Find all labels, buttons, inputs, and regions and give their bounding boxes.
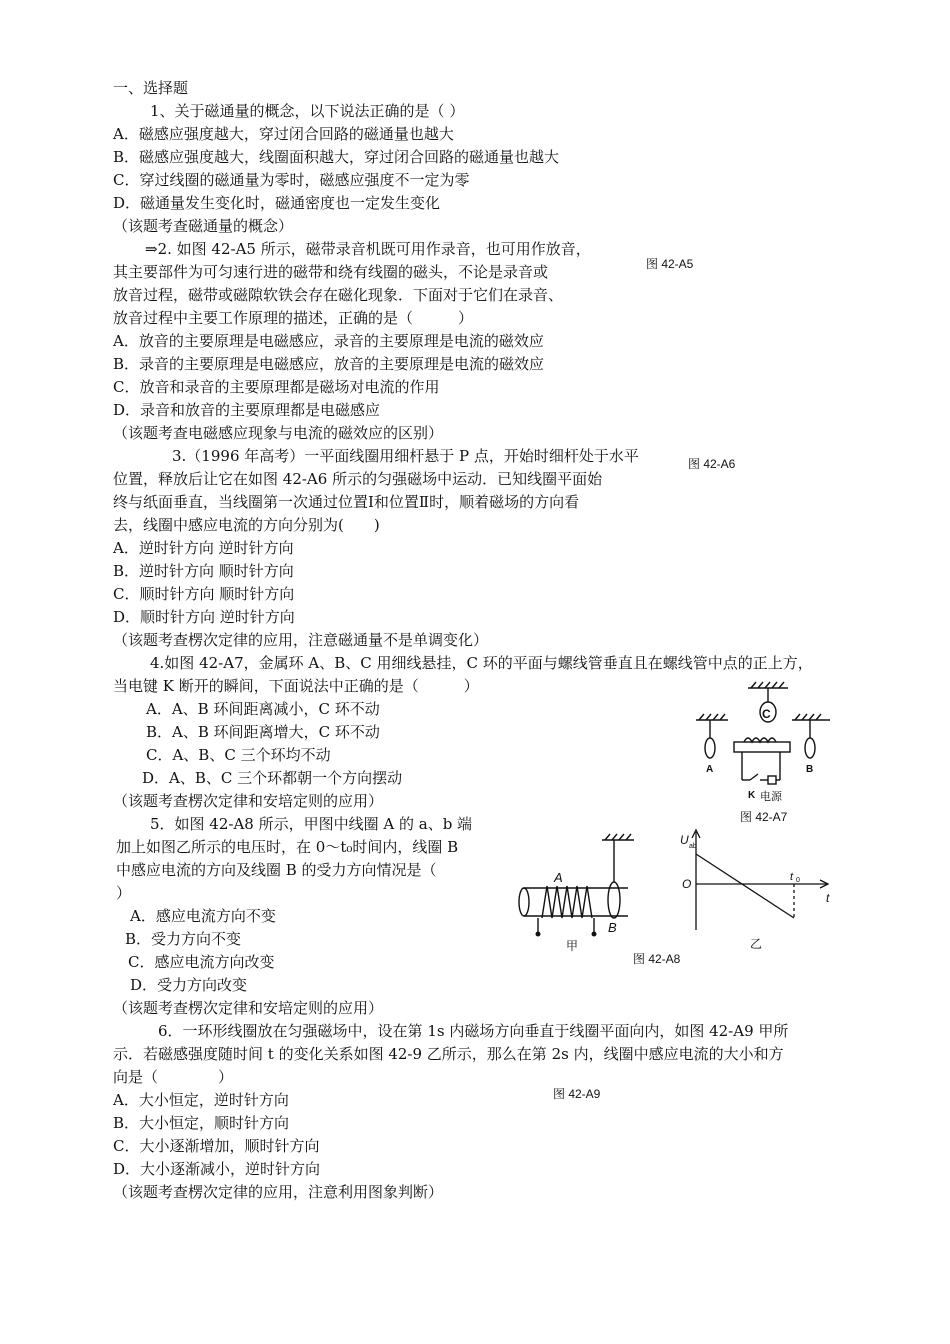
q4-stem-line-2: 当电键 K 断开的瞬间，下面说法中正确的是（ ）	[113, 677, 479, 695]
q5-figure-label-t0: t	[790, 871, 794, 883]
q3-option-d: D．顺时针方向 逆时针方向	[113, 608, 295, 626]
q6-option-d: D．大小逐渐减小，逆时针方向	[113, 1160, 321, 1178]
q6-note: （该题考查楞次定律的应用，注意利用图象判断）	[113, 1183, 444, 1201]
q4-figure-label-b: B	[806, 764, 814, 775]
q2-note: （该题考查电磁感应现象与电流的磁效应的区别）	[113, 424, 444, 442]
q5-stem-line-3: 中感应电流的方向及线圈 B 的受力方向情况是（	[116, 861, 437, 879]
q1-note: （该题考查磁通量的概念）	[113, 217, 294, 235]
q2-option-a: A．放音的主要原理是电磁感应，录音的主要原理是电流的磁效应	[113, 332, 544, 350]
figure-42-a8-yi	[676, 830, 836, 954]
q5-stem-line-4: ）	[116, 884, 132, 902]
q5-stem-line-2: 加上如图乙所示的电压时，在 0～t₀时间内，线圈 B	[116, 838, 459, 856]
q3-stem-line-3: 终与纸面垂直，当线圈第一次通过位置Ⅰ和位置Ⅱ时，顺着磁场的方向看	[113, 493, 580, 511]
q4-option-d: D．A、B、C 三个环都朝一个方向摆动	[142, 769, 403, 787]
q6-stem-line-1: 6．一环形线圈放在匀强磁场中，设在第 1s 内磁场方向垂直于线圈平面向内，如图 42-A9 甲所	[158, 1022, 789, 1040]
q5-stem-line-1: 5．如图 42-A8 所示，甲图中线圈 A 的 a、b 端	[150, 815, 473, 833]
q5-note: （该题考查楞次定律和安培定则的应用）	[113, 999, 384, 1017]
q5-option-c: C．感应电流方向改变	[128, 953, 275, 971]
q6-figure-caption: 图 42-A9	[553, 1087, 601, 1101]
figure-42-a7	[688, 680, 838, 810]
q2-stem-line-3: 放音过程，磁带或磁隙软铁会存在磁化现象．下面对于它们在录音、	[113, 286, 564, 304]
q3-stem-line-1: 3.（1996 年高考）一平面线圈用细杆悬于 P 点，开始时细杆处于水平	[172, 447, 639, 465]
q3-stem-line-4: 去，线圈中感应电流的方向分别为( )	[113, 516, 380, 534]
q4-figure-label-c: C	[762, 707, 771, 721]
q2-option-d: D．录音和放音的主要原理都是电磁感应	[113, 401, 381, 419]
section-title: 一、选择题	[113, 79, 189, 97]
q5-figure-label-jia: 甲	[566, 939, 579, 953]
q3-option-a: A．逆时针方向 逆时针方向	[113, 539, 294, 557]
q5-option-b: B．受力方向不变	[125, 930, 242, 948]
q2-stem-line-4: 放音过程中主要工作原理的描述，正确的是（ ）	[113, 309, 474, 327]
q6-option-c: C．大小逐渐增加，顺时针方向	[113, 1137, 320, 1155]
q1-option-a: A．磁感应强度越大，穿过闭合回路的磁通量也越大	[113, 125, 454, 143]
q3-option-b: B．逆时针方向 顺时针方向	[113, 562, 294, 580]
figure-42-a8-jia	[516, 834, 646, 954]
q5-figure-label-t0-sub: 0	[796, 877, 800, 884]
q4-note: （该题考查楞次定律和安培定则的应用）	[113, 792, 384, 810]
q5-figure-label-coil-a: A	[554, 870, 563, 885]
q2-option-b: B．录音的主要原理是电磁感应，放音的主要原理是电流的磁效应	[113, 355, 545, 373]
q3-note: （该题考查楞次定律的应用，注意磁通量不是单调变化）	[113, 631, 489, 649]
q4-figure-label-a: A	[706, 764, 714, 775]
q1-option-c: C．穿过线圈的磁通量为零时，磁感应强度不一定为零	[113, 171, 470, 189]
q5-figure-caption: 图 42-A8	[633, 952, 681, 966]
q3-figure-caption: 图 42-A6	[688, 457, 736, 471]
q4-figure-caption: 图 42-A7	[740, 810, 788, 824]
q3-stem-line-2: 位置，释放后让它在如图 42-A6 所示的匀强磁场中运动．已知线圈平面始	[113, 470, 603, 488]
q5-figure-label-u-sub: ab	[689, 843, 697, 850]
q1-option-b: B．磁感应强度越大，线圈面积越大，穿过闭合回路的磁通量也越大	[113, 148, 560, 166]
q1-stem: 1、关于磁通量的概念，以下说法正确的是（ ）	[150, 102, 465, 120]
q5-figure-label-t-axis: t	[826, 891, 830, 905]
q4-option-b: B．A、B 环间距离增大，C 环不动	[146, 723, 380, 741]
q6-stem-line-2: 示．若磁感强度随时间 t 的变化关系如图 42-9 乙所示，那么在第 2s 内，线圈中感应电流的大小和方	[113, 1045, 784, 1063]
q6-option-a: A．大小恒定，逆时针方向	[113, 1091, 289, 1109]
q3-option-c: C．顺时针方向 顺时针方向	[113, 585, 295, 603]
q6-stem-line-3: 向是（ ）	[113, 1068, 234, 1086]
q5-option-a: A．感应电流方向不变	[130, 907, 276, 925]
q4-option-a: A．A、B 环间距离减小，C 环不动	[146, 700, 380, 718]
q4-stem-line-1: 4.如图 42-A7，金属环 A、B、C 用细线悬挂，C 环的平面与螺线管垂直且在螺线管中点的正上方，	[150, 654, 813, 672]
q1-option-d: D．磁通量发生变化时，磁通密度也一定发生变化	[113, 194, 441, 212]
q5-option-d: D．受力方向改变	[130, 976, 248, 994]
q2-stem-line-1: ⇒2. 如图 42-A5 所示，磁带录音机既可用作录音，也可用作放音，	[145, 240, 591, 258]
q2-stem-line-2: 其主要部件为可匀速行进的磁带和绕有线圈的磁头，不论是录音或	[113, 263, 549, 281]
q5-figure-label-origin: O	[682, 877, 692, 891]
q5-figure-label-coil-b: B	[608, 920, 617, 935]
q5-figure-label-yi: 乙	[750, 937, 763, 951]
q2-figure-caption: 图 42-A5	[646, 257, 694, 271]
q5-figure-label-u-axis: U	[680, 833, 689, 847]
q6-option-b: B．大小恒定，顺时针方向	[113, 1114, 290, 1132]
q2-option-c: C．放音和录音的主要原理都是磁场对电流的作用	[113, 378, 440, 396]
q4-figure-label-key: K	[748, 790, 756, 801]
q4-option-c: C．A、B、C 三个环均不动	[146, 746, 331, 764]
q4-figure-label-power: 电源	[760, 791, 782, 803]
